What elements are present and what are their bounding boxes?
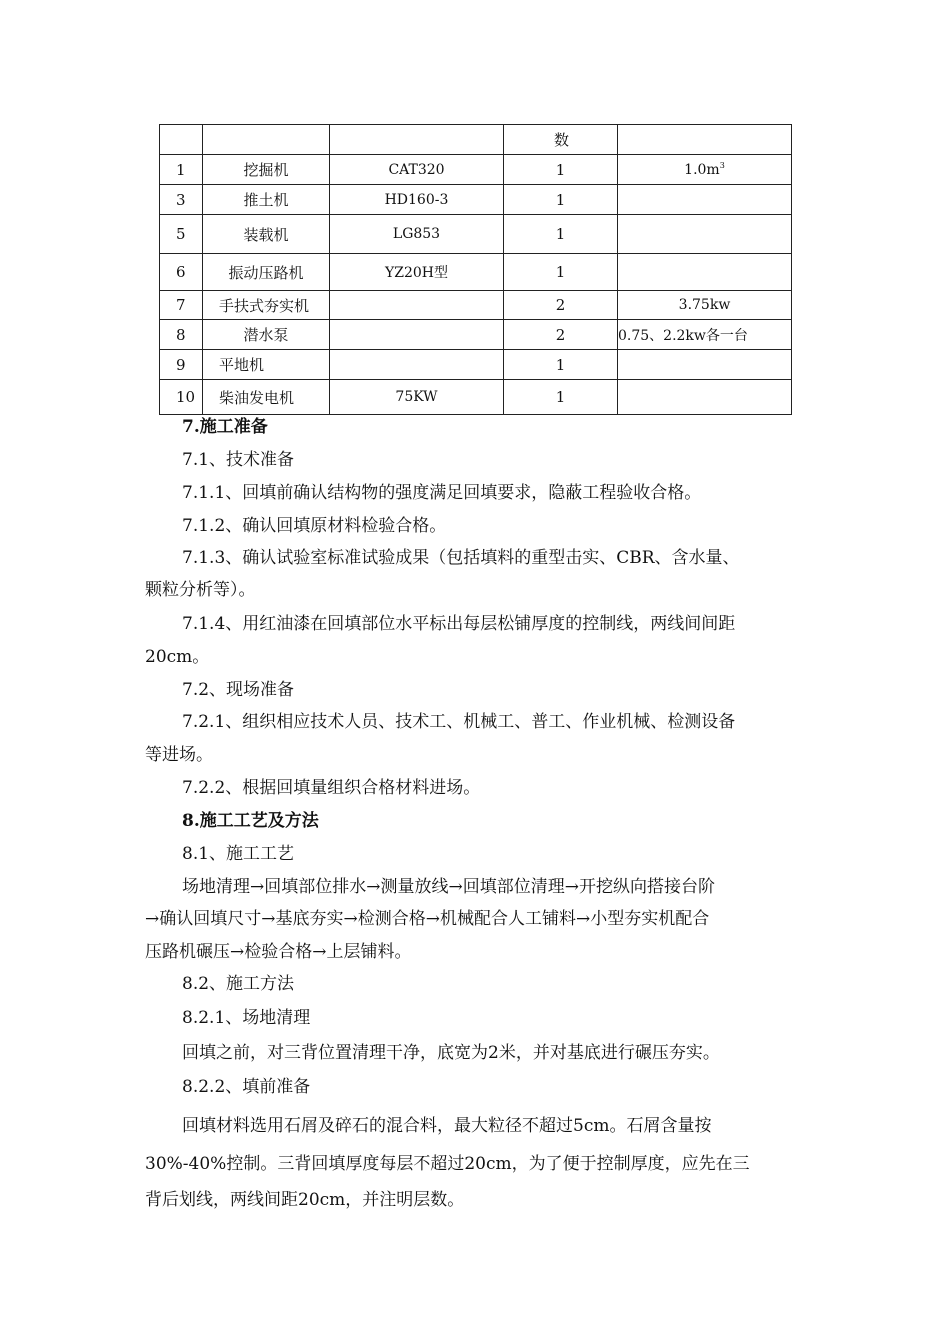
equipment-qty: 1 bbox=[504, 185, 618, 215]
table-row bbox=[160, 185, 792, 215]
equipment-qty: 1 bbox=[504, 380, 618, 415]
table-row bbox=[160, 350, 792, 380]
table-row bbox=[160, 215, 792, 254]
row-number: 8 bbox=[160, 320, 203, 350]
table-cell bbox=[160, 125, 203, 155]
equipment-name: 装载机 bbox=[203, 215, 330, 254]
equipment-name: 手扶式夯实机 bbox=[203, 291, 330, 320]
paragraph-8-2-2-line1: 回填材料选用石屑及碎石的混合料，最大粒径不超过5cm。石屑含量按 bbox=[182, 1116, 712, 1136]
paragraph-7-1-3-line2: 颗粒分析等）。 bbox=[145, 580, 256, 600]
subsection-8-1-heading: 8.1、施工工艺 bbox=[182, 844, 295, 864]
table-row bbox=[160, 155, 792, 185]
equipment-remark bbox=[618, 254, 792, 291]
table-row bbox=[160, 291, 792, 320]
equipment-model: YZ20H型 bbox=[330, 254, 504, 291]
equipment-qty: 1 bbox=[504, 350, 618, 380]
paragraph-7-2-1-line1: 7.2.1、组织相应技术人员、技术工、机械工、普工、作业机械、检测设备 bbox=[182, 712, 736, 732]
equipment-qty: 1 bbox=[504, 155, 618, 185]
equipment-model: HD160-3 bbox=[330, 185, 504, 215]
equipment-remark bbox=[618, 155, 792, 185]
subsection-8-2-2-heading: 8.2.2、填前准备 bbox=[182, 1077, 311, 1097]
equipment-table bbox=[159, 124, 792, 415]
row-number: 5 bbox=[160, 215, 203, 254]
equipment-remark: 3.75kw bbox=[618, 291, 792, 320]
equipment-qty: 1 bbox=[504, 215, 618, 254]
paragraph-8-2-2-line3: 背后划线，两线间距20cm，并注明层数。 bbox=[145, 1190, 465, 1210]
subsection-7-2-heading: 7.2、现场准备 bbox=[182, 680, 295, 700]
paragraph-7-2-2: 7.2.2、根据回填量组织合格材料进场。 bbox=[182, 778, 481, 798]
equipment-model bbox=[330, 320, 504, 350]
section-7-heading: 7.施工准备 bbox=[182, 417, 268, 437]
equipment-qty: 2 bbox=[504, 320, 618, 350]
row-number: 6 bbox=[160, 254, 203, 291]
paragraph-7-2-1-line2: 等进场。 bbox=[145, 745, 213, 765]
paragraph-7-1-2: 7.1.2、确认回填原材料检验合格。 bbox=[182, 516, 447, 536]
paragraph-8-2-1: 回填之前，对三背位置清理干净，底宽为2米，并对基底进行碾压夯实。 bbox=[182, 1043, 720, 1063]
equipment-remark bbox=[618, 185, 792, 215]
table-row bbox=[160, 380, 792, 415]
row-number: 3 bbox=[160, 185, 203, 215]
equipment-model bbox=[330, 350, 504, 380]
equipment-qty: 1 bbox=[504, 254, 618, 291]
paragraph-8-1-line2: →确认回填尺寸→基底夯实→检测合格→机械配合人工铺料→小型夯实机配合 bbox=[145, 909, 710, 929]
table-row bbox=[160, 254, 792, 291]
row-number: 7 bbox=[160, 291, 203, 320]
paragraph-7-1-3-line1: 7.1.3、确认试验室标准试验成果（包括填料的重型击实、CBR、含水量、 bbox=[182, 548, 740, 568]
table-row bbox=[160, 320, 792, 350]
paragraph-8-1-line3: 压路机碾压→检验合格→上层铺料。 bbox=[145, 942, 412, 962]
table-cell bbox=[330, 125, 504, 155]
remark-superscript: 3 bbox=[719, 161, 725, 170]
equipment-remark bbox=[618, 380, 792, 415]
paragraph-7-1-1: 7.1.1、回填前确认结构物的强度满足回填要求，隐蔽工程验收合格。 bbox=[182, 483, 702, 503]
equipment-qty: 2 bbox=[504, 291, 618, 320]
paragraph-8-2-2-line2: 30%-40%控制。三背回填厚度每层不超过20cm，为了便于控制厚度，应先在三 bbox=[145, 1154, 750, 1174]
table-header-qty: 数 bbox=[504, 125, 618, 155]
remark-text: 1.0m bbox=[684, 162, 720, 178]
equipment-remark: 0.75、2.2kw各一台 bbox=[618, 320, 792, 350]
equipment-name: 推土机 bbox=[203, 185, 330, 215]
section-8-heading: 8.施工工艺及方法 bbox=[182, 811, 319, 831]
equipment-name: 振动压路机 bbox=[203, 254, 330, 291]
subsection-8-2-1-heading: 8.2.1、场地清理 bbox=[182, 1008, 311, 1028]
equipment-model: CAT320 bbox=[330, 155, 504, 185]
equipment-model: 75KW bbox=[330, 380, 504, 415]
equipment-remark bbox=[618, 350, 792, 380]
row-number: 1 bbox=[160, 155, 203, 185]
equipment-name: 挖掘机 bbox=[203, 155, 330, 185]
subsection-7-1-heading: 7.1、技术准备 bbox=[182, 450, 295, 470]
paragraph-7-1-4-line2: 20cm。 bbox=[145, 647, 210, 667]
table-cell bbox=[618, 125, 792, 155]
equipment-name: 潜水泵 bbox=[203, 320, 330, 350]
table-header-row bbox=[160, 125, 792, 155]
paragraph-7-1-4-line1: 7.1.4、用红油漆在回填部位水平标出每层松铺厚度的控制线，两线间间距 bbox=[182, 614, 736, 634]
equipment-name: 柴油发电机 bbox=[203, 380, 330, 415]
row-number: 10 bbox=[160, 380, 203, 415]
paragraph-8-1-line1: 场地清理→回填部位排水→测量放线→回填部位清理→开挖纵向搭接台阶 bbox=[182, 877, 715, 897]
equipment-remark bbox=[618, 215, 792, 254]
equipment-model bbox=[330, 291, 504, 320]
row-number: 9 bbox=[160, 350, 203, 380]
subsection-8-2-heading: 8.2、施工方法 bbox=[182, 974, 295, 994]
table-cell bbox=[203, 125, 330, 155]
equipment-name: 平地机 bbox=[203, 350, 330, 380]
equipment-model: LG853 bbox=[330, 215, 504, 254]
